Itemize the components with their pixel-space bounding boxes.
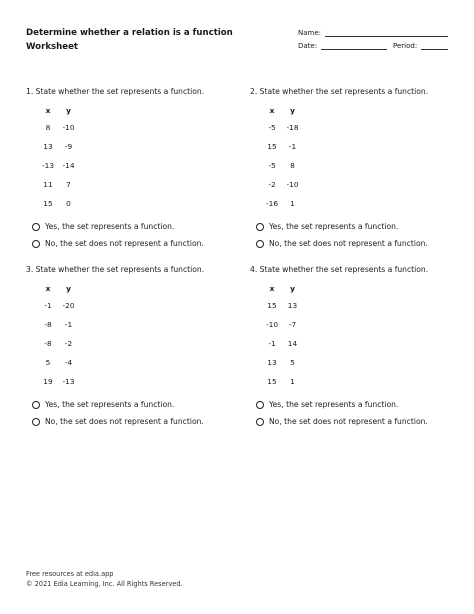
x-cell: 13	[267, 358, 277, 367]
table-row	[38, 137, 79, 156]
y-cell: -18	[286, 123, 299, 132]
y-cell: -13	[62, 377, 75, 386]
table-row	[38, 118, 79, 137]
option-no[interactable]	[32, 239, 204, 249]
y-cell: -2	[64, 339, 73, 348]
x-cell: 8	[45, 123, 51, 132]
question-1	[26, 87, 241, 257]
x-header: x	[45, 283, 51, 293]
y-header: y	[66, 105, 71, 115]
x-cell: -8	[44, 320, 52, 329]
table-row	[38, 156, 79, 175]
question-prompt: 2. State whether the set represents a function.	[250, 87, 429, 96]
x-cell: -16	[265, 199, 279, 208]
y-cell: 1	[290, 199, 295, 208]
y-cell: 0	[66, 199, 71, 208]
x-cell: 5	[45, 358, 51, 367]
table-row	[38, 175, 79, 194]
option-no-label: No, the set does not represent a function.	[269, 239, 428, 248]
xy-table	[38, 280, 79, 391]
x-header: x	[269, 283, 275, 293]
radio-button[interactable]	[32, 240, 40, 248]
radio-button[interactable]	[32, 401, 40, 409]
y-header: y	[66, 283, 71, 293]
y-cell: 7	[66, 180, 71, 189]
y-cell: -10	[62, 123, 75, 132]
table-row	[38, 194, 79, 213]
xy-table	[262, 280, 303, 391]
y-cell: -10	[286, 180, 299, 189]
table-row	[38, 353, 79, 372]
x-cell: -10	[265, 320, 279, 329]
y-cell: -14	[62, 161, 75, 170]
radio-button[interactable]	[256, 401, 264, 409]
name-field[interactable]	[325, 36, 448, 37]
date-label: Date:	[298, 42, 318, 50]
y-header: y	[290, 105, 295, 115]
table-row	[262, 315, 303, 334]
table-row	[262, 137, 303, 156]
x-cell: -5	[268, 123, 276, 132]
option-yes[interactable]	[32, 222, 174, 232]
x-cell: -8	[44, 339, 52, 348]
option-no[interactable]	[256, 239, 428, 249]
table-row	[262, 372, 303, 391]
table-row	[38, 296, 79, 315]
title-line-1: Determine whether a relation is a function	[26, 28, 233, 38]
option-no[interactable]	[32, 417, 204, 427]
x-header: x	[45, 105, 51, 115]
copyright: © 2021 Edia Learning, Inc. All Rights Reserved.	[26, 580, 183, 588]
table-row	[262, 156, 303, 175]
xy-table	[38, 102, 79, 213]
option-yes-label: Yes, the set represents a function.	[269, 222, 399, 231]
y-cell: -1	[288, 142, 297, 151]
option-yes-label: Yes, the set represents a function.	[269, 400, 399, 409]
option-no[interactable]	[256, 417, 428, 427]
x-cell: 13	[43, 142, 53, 151]
option-no-label: No, the set does not represent a function.	[45, 239, 204, 248]
y-cell: -7	[288, 320, 297, 329]
x-cell: 11	[43, 180, 53, 189]
y-cell: -1	[64, 320, 73, 329]
table-row	[262, 353, 303, 372]
question-2	[250, 87, 465, 257]
table-row	[262, 118, 303, 137]
table-row	[38, 372, 79, 391]
option-yes[interactable]	[32, 400, 174, 410]
option-no-label: No, the set does not represent a function.	[269, 417, 428, 426]
date-field[interactable]	[321, 49, 387, 50]
radio-button[interactable]	[32, 418, 40, 426]
question-prompt: 3. State whether the set represents a function.	[26, 265, 205, 274]
table-row	[38, 334, 79, 353]
x-cell: 15	[43, 199, 53, 208]
option-yes[interactable]	[256, 222, 398, 232]
y-cell: -9	[64, 142, 73, 151]
worksheet-title	[26, 26, 233, 54]
table-row	[38, 315, 79, 334]
table-row	[262, 194, 303, 213]
y-cell: 8	[290, 161, 295, 170]
y-cell: -4	[64, 358, 73, 367]
question-4	[250, 265, 465, 435]
x-cell: 15	[267, 142, 277, 151]
question-3	[26, 265, 241, 435]
period-field[interactable]	[421, 49, 448, 50]
title-line-2: Worksheet	[26, 42, 79, 52]
option-yes-label: Yes, the set represents a function.	[45, 400, 175, 409]
period-label: Period:	[393, 42, 418, 50]
footer-link[interactable]: Free resources at edia.app	[26, 570, 114, 578]
x-cell: 15	[267, 377, 277, 386]
radio-button[interactable]	[256, 223, 264, 231]
radio-button[interactable]	[32, 223, 40, 231]
table-row	[262, 334, 303, 353]
y-cell: 14	[287, 339, 298, 348]
radio-button[interactable]	[256, 418, 264, 426]
x-cell: -5	[268, 161, 276, 170]
option-yes[interactable]	[256, 400, 398, 410]
question-prompt: 1. State whether the set represents a function.	[26, 87, 205, 96]
x-cell: -1	[268, 339, 276, 348]
x-cell: -13	[41, 161, 55, 170]
x-header: x	[269, 105, 275, 115]
option-no-label: No, the set does not represent a function.	[45, 417, 204, 426]
x-cell: 15	[267, 301, 277, 310]
x-cell: 19	[43, 377, 53, 386]
table-row	[262, 296, 303, 315]
y-header: y	[290, 283, 295, 293]
table-row	[262, 175, 303, 194]
y-cell: 5	[290, 358, 295, 367]
radio-button[interactable]	[256, 240, 264, 248]
y-cell: 13	[287, 301, 298, 310]
question-prompt: 4. State whether the set represents a function.	[250, 265, 429, 274]
y-cell: -20	[62, 301, 75, 310]
xy-table	[262, 102, 303, 213]
name-label: Name:	[298, 29, 322, 37]
option-yes-label: Yes, the set represents a function.	[45, 222, 175, 231]
x-cell: -2	[268, 180, 276, 189]
y-cell: 1	[290, 377, 295, 386]
x-cell: -1	[44, 301, 52, 310]
